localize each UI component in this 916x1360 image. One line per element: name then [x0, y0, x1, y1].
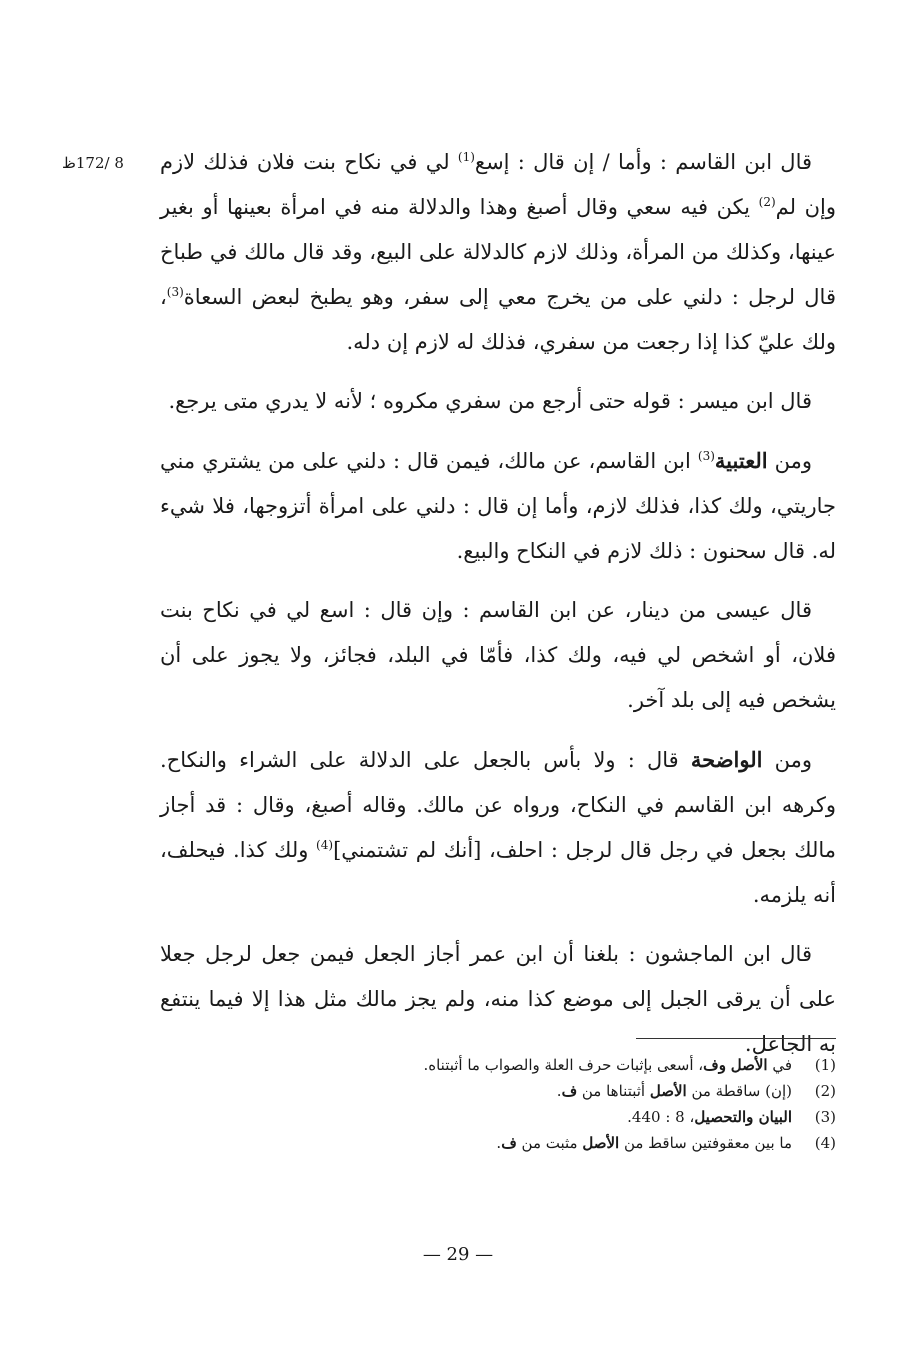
footnote-ref-1: (1)	[457, 150, 475, 164]
main-text	[160, 140, 836, 1081]
bold-term: الأصل	[582, 1134, 620, 1152]
page-number: — 29 —	[422, 1244, 494, 1265]
bold-term: الأصل	[730, 1056, 768, 1074]
source-title-utbiyya: العتبية	[714, 448, 768, 473]
footnote-item	[160, 1130, 836, 1156]
text-run: مثبت من	[516, 1134, 583, 1152]
text-run: ومن	[767, 449, 812, 473]
footnote-number: (4)	[814, 1134, 836, 1152]
text-run: .	[556, 1082, 562, 1100]
footnote-item	[160, 1104, 836, 1130]
text-run: في	[767, 1056, 792, 1074]
bold-term: ف	[561, 1082, 578, 1100]
text-run: .	[496, 1134, 502, 1152]
text-run: لي في نكاح بنت فلان فذلك لازم وإن لم	[160, 150, 837, 219]
footnote-number: (2)	[814, 1082, 836, 1100]
footnote-text	[160, 1078, 792, 1104]
text-run: ، 8 : 440.	[627, 1108, 695, 1126]
paragraph	[160, 438, 836, 574]
footnote-ref-2: (2)	[758, 195, 776, 209]
footnote-text	[160, 1104, 792, 1130]
text-run: يكن فيه سعي وقال أصبغ وهذا والدلالة منه في امرأة بعينها أو بغير عينها، وكذلك من المرأة، وذلك لازم كالدلالة على البيع، وقد قال مالك في طباخ قال لرجل : دلني على من يخرج معي إلى سفر، وهو يطبخ لبعض السعاة	[160, 195, 836, 309]
footnote-text	[160, 1130, 792, 1156]
text-run: قال عيسى من دينار، عن ابن القاسم : وإن قال : اسع لي في نكاح بنت فلان، أو اشخص لي فيه، ولك كذا، فأمّا في البلد، فجائز، ولا يجوز على أن يشخص فيه إلى بلد آخر.	[160, 598, 836, 712]
footnote-ref-3: (3)	[166, 285, 184, 299]
footnote-divider	[636, 1038, 836, 1039]
text-run: ابن القاسم، عن مالك، فيمن قال : دلني على من يشتري مني جاريتي، ولك كذا، فذلك لازم، وأما إن قال : دلني على امرأة أتزوجها، فلا شيء له. قال سحنون : ذلك لازم في النكاح والبيع.	[160, 449, 836, 563]
footnotes	[160, 1052, 836, 1156]
text-run: ومن	[762, 748, 812, 772]
text-run: ما بين معقوفتين ساقط من	[619, 1134, 792, 1152]
paragraph	[160, 737, 836, 918]
footnote-ref-3: (3)	[697, 449, 715, 463]
footnote-text	[160, 1052, 792, 1078]
text-run: ، ولك عليّ كذا إذا رجعت من سفري، فذلك له لازم إن دله.	[160, 285, 836, 354]
footnote-item	[160, 1078, 836, 1104]
text-run: ، أسعى بإثبات حرف العلة والصواب ما أثبتناه.	[423, 1056, 704, 1074]
text-run: ولك كذا. فيحلف، أنه يلزمه.	[160, 838, 836, 907]
paragraph	[160, 379, 836, 424]
paragraph	[160, 932, 836, 1067]
source-title-wadiha: الواضحة	[690, 747, 763, 772]
bold-term: ف	[501, 1134, 517, 1152]
footnote-number: (1)	[814, 1056, 836, 1074]
text-run: قال ابن القاسم : وأما / إن قال : إسع	[474, 150, 813, 174]
text-run: قال : ولا بأس بالجعل على الدلالة على الشراء والنكاح. وكرهه ابن القاسم في النكاح، ورواه عن مالك. وقاله أصبغ، وقال : قد أجاز مالك بجعل في رجل قال لرجل : احلف، [أنك لم تشتمني]	[160, 748, 836, 862]
paragraph	[160, 588, 836, 723]
bold-term: البيان والتحصيل	[694, 1108, 792, 1126]
bold-term: الأصل	[649, 1082, 687, 1100]
paragraph	[160, 140, 836, 365]
bold-term: وف	[703, 1056, 726, 1074]
footnote-item	[160, 1052, 836, 1078]
folio-margin-note: 8 /172ظ	[62, 154, 124, 172]
footnote-number: (3)	[814, 1108, 836, 1126]
text-run: أثبتناها من	[577, 1082, 650, 1100]
text-run: قال ابن ميسر : قوله حتى أرجع من سفري مكروه ؛ لأنه لا يدري متى يرجع.	[168, 389, 812, 413]
text-run: (إن) ساقطة من	[686, 1082, 792, 1100]
text-run: قال ابن الماجشون : بلغنا أن ابن عمر أجاز الجعل فيمن جعل لرجل جعلا على أن يرقى الجبل إلى موضع كذا منه، ولم يجز مالك مثل هذا إلا فيما ينتفع به الجاعل.	[160, 942, 836, 1056]
footnote-ref-4: (4)	[316, 838, 334, 852]
